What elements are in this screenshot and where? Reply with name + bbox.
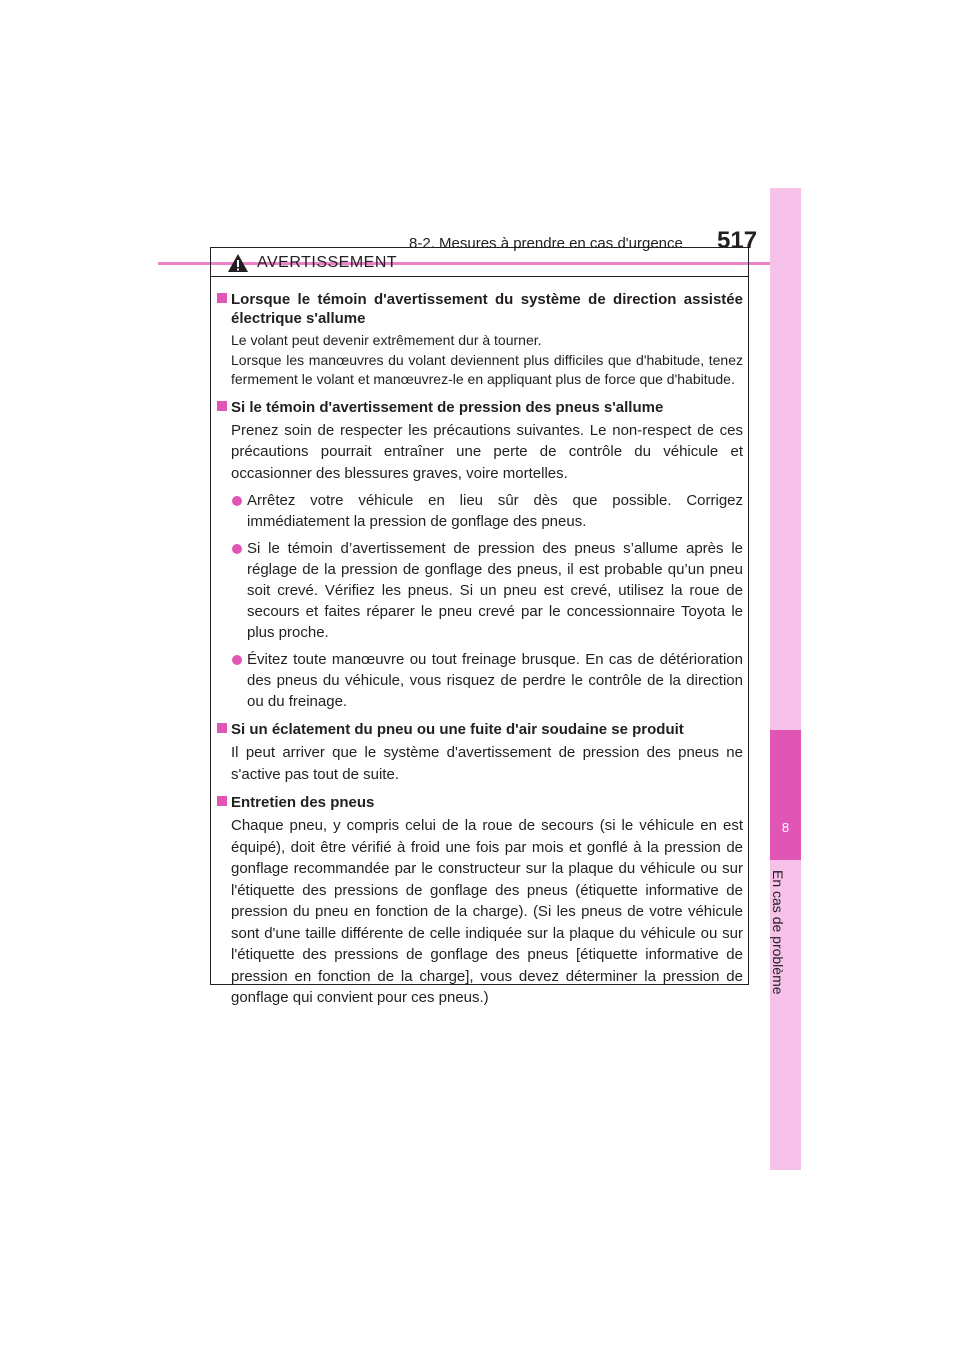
warning-content bbox=[217, 290, 743, 1017]
page-number: 517 bbox=[717, 227, 758, 254]
square-bullet-icon bbox=[217, 723, 227, 733]
paragraph: Prenez soin de respecter les précautions suivantes. Le non-respect de ces précautions pourrait entraîner une perte de contrôle du véhicule et occasionner des blessures graves, voire mortelles. bbox=[231, 421, 743, 482]
section-heading: Lorsque le témoin d'avertissement du système de direction assistée électrique s'allume bbox=[217, 290, 743, 328]
list-item: Arrêtez votre véhicule en lieu sûr dès que possible. Corrigez immédiatement la pression de gonflage des pneus. bbox=[217, 490, 743, 532]
warning-title: AVERTISSEMENT bbox=[257, 254, 398, 271]
round-bullet-icon bbox=[232, 496, 242, 506]
list-item: Si le témoin d’avertissement de pression des pneus s’allume après le réglage de la pression de gonflage des pneus, il est probable qu’un pneu soit crevé. Vérifiez les pneus. Si un pneu est crevé, utilisez la roue de secours et faites réparer le pneu crevé par le concessionnaire Toyota le plus proche. bbox=[217, 538, 743, 643]
chapter-number-block bbox=[770, 730, 801, 860]
warning-header bbox=[211, 248, 748, 277]
paragraph: Chaque pneu, y compris celui de la roue de secours (si le véhicule en est équipé), doit être vérifié à froid une fois par mois et gonflé à la pression de gonflage recommandée par le constructeur sur la plaque du véhicule ou sur l'étiquette des pressions de gonflage des pneus (étiquette informative de pression du pneu en fonction de la charge). (Si les pneus de votre véhicule sont d'une taille différente de celle indiquée sur la plaque du véhicule ou sur l'étiquette des pressions de gonflage des pneus [étiquette informative de pression en fonction de la charge], vous devez déterminer la pression de gonflage qui convient pour ces pneus.) bbox=[231, 817, 743, 1006]
warning-box bbox=[210, 247, 749, 1006]
page-header bbox=[0, 0, 960, 254]
chapter-label: En cas de problème bbox=[770, 870, 786, 995]
section-heading: Si un éclatement du pneu ou une fuite d'air soudaine se produit bbox=[217, 720, 743, 739]
square-bullet-icon bbox=[217, 401, 227, 411]
warning-section bbox=[217, 720, 743, 785]
section-heading: Entretien des pneus bbox=[217, 793, 743, 812]
paragraph: Il peut arriver que le système d'avertissement de pression des pneus ne s'active pas tout de suite. bbox=[231, 744, 743, 783]
section-heading: Si le témoin d'avertissement de pression des pneus s'allume bbox=[217, 398, 743, 417]
chapter-side-tab bbox=[770, 188, 801, 1170]
warning-section bbox=[217, 398, 743, 713]
round-bullet-icon bbox=[232, 544, 242, 554]
paragraph: Lorsque les manœuvres du volant deviennent plus difficiles que d'habitude, tenez fermement le volant et manœuvrez-le en appliquant plus de force que d'habitude. bbox=[231, 351, 743, 387]
section-title: 8-2. Mesures à prendre en cas d'urgence bbox=[409, 235, 683, 252]
warning-section bbox=[217, 793, 743, 1009]
round-bullet-icon bbox=[232, 655, 242, 665]
chapter-number: 8 bbox=[781, 820, 790, 835]
square-bullet-icon bbox=[217, 796, 227, 806]
list-item: Évitez toute manœuvre ou tout freinage brusque. En cas de détérioration des pneus du véhicule, vous risquez de perdre le contrôle de la direction ou du freinage. bbox=[217, 649, 743, 712]
square-bullet-icon bbox=[217, 293, 227, 303]
warning-section bbox=[217, 290, 743, 390]
paragraph: Le volant peut devenir extrêmement dur à tourner. bbox=[231, 332, 542, 348]
warning-triangle-icon bbox=[227, 253, 249, 273]
